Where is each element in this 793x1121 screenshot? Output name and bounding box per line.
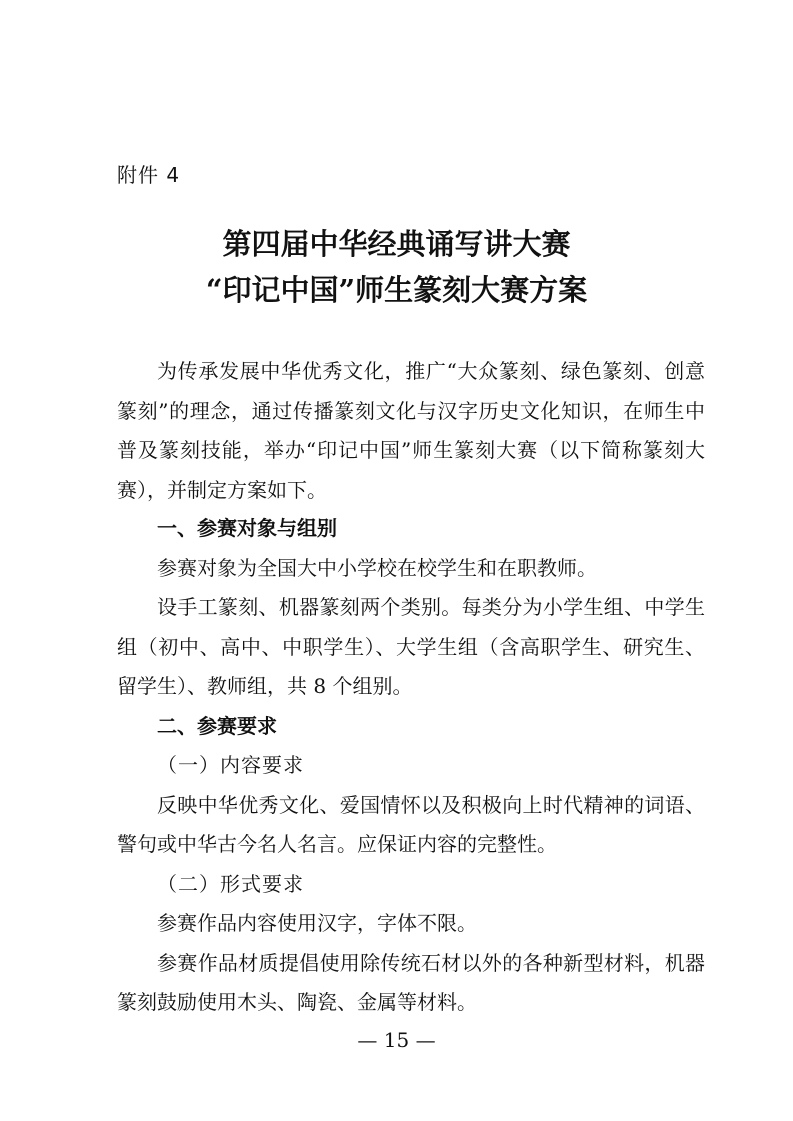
section-2-sub-2-paragraph-1: 参赛作品内容使用汉字，字体不限。 <box>157 911 477 935</box>
section-1-paragraph-2: 设手工篆刻、机器篆刻两个类别。每类分为小学生组、中学生组（初中、高中、中职学生）、大学生组（含高职学生、研究生、留学生）、教师组，共 8 个组别。 <box>117 595 705 698</box>
intro-paragraph: 为传承发展中华优秀文化，推广“大众篆刻、绿色篆刻、创意篆刻”的理念，通过传播篆刻文化与汉字历史文化知识，在师生中普及篆刻技能，举办“印记中国”师生篆刻大赛（以下简称篆刻大赛），并制定方案如下。 <box>117 359 705 502</box>
section-1-paragraph-1: 参赛对象为全国大中小学校在校学生和在职教师。 <box>157 555 597 580</box>
section-2-sub-1-paragraph-1: 反映中华优秀文化、爱国情怀以及积极向上时代精神的词语、警句或中华古今名人名言。应保证内容的完整性。 <box>117 792 705 856</box>
page-number: — 15 — <box>357 1028 436 1052</box>
section-2-sub-1-heading: （一）内容要求 <box>157 753 304 777</box>
section-2-sub-2-heading: （二）形式要求 <box>157 871 304 896</box>
section-1-heading: 一、参赛对象与组别 <box>157 516 337 540</box>
document-title-line-2: “印记中国”师生篆刻大赛方案 <box>205 273 588 307</box>
document-title-line-1: 第四届中华经典诵写讲大赛 <box>222 227 571 261</box>
attachment-label: 附件 4 <box>117 163 181 187</box>
section-2-heading: 二、参赛要求 <box>157 713 277 738</box>
document-body <box>117 509 705 1023</box>
section-2-sub-2-paragraph-2: 参赛作品材质提倡使用除传统石材以外的各种新型材料，机器篆刻鼓励使用木头、陶瓷、金属等材料。 <box>117 950 705 1014</box>
